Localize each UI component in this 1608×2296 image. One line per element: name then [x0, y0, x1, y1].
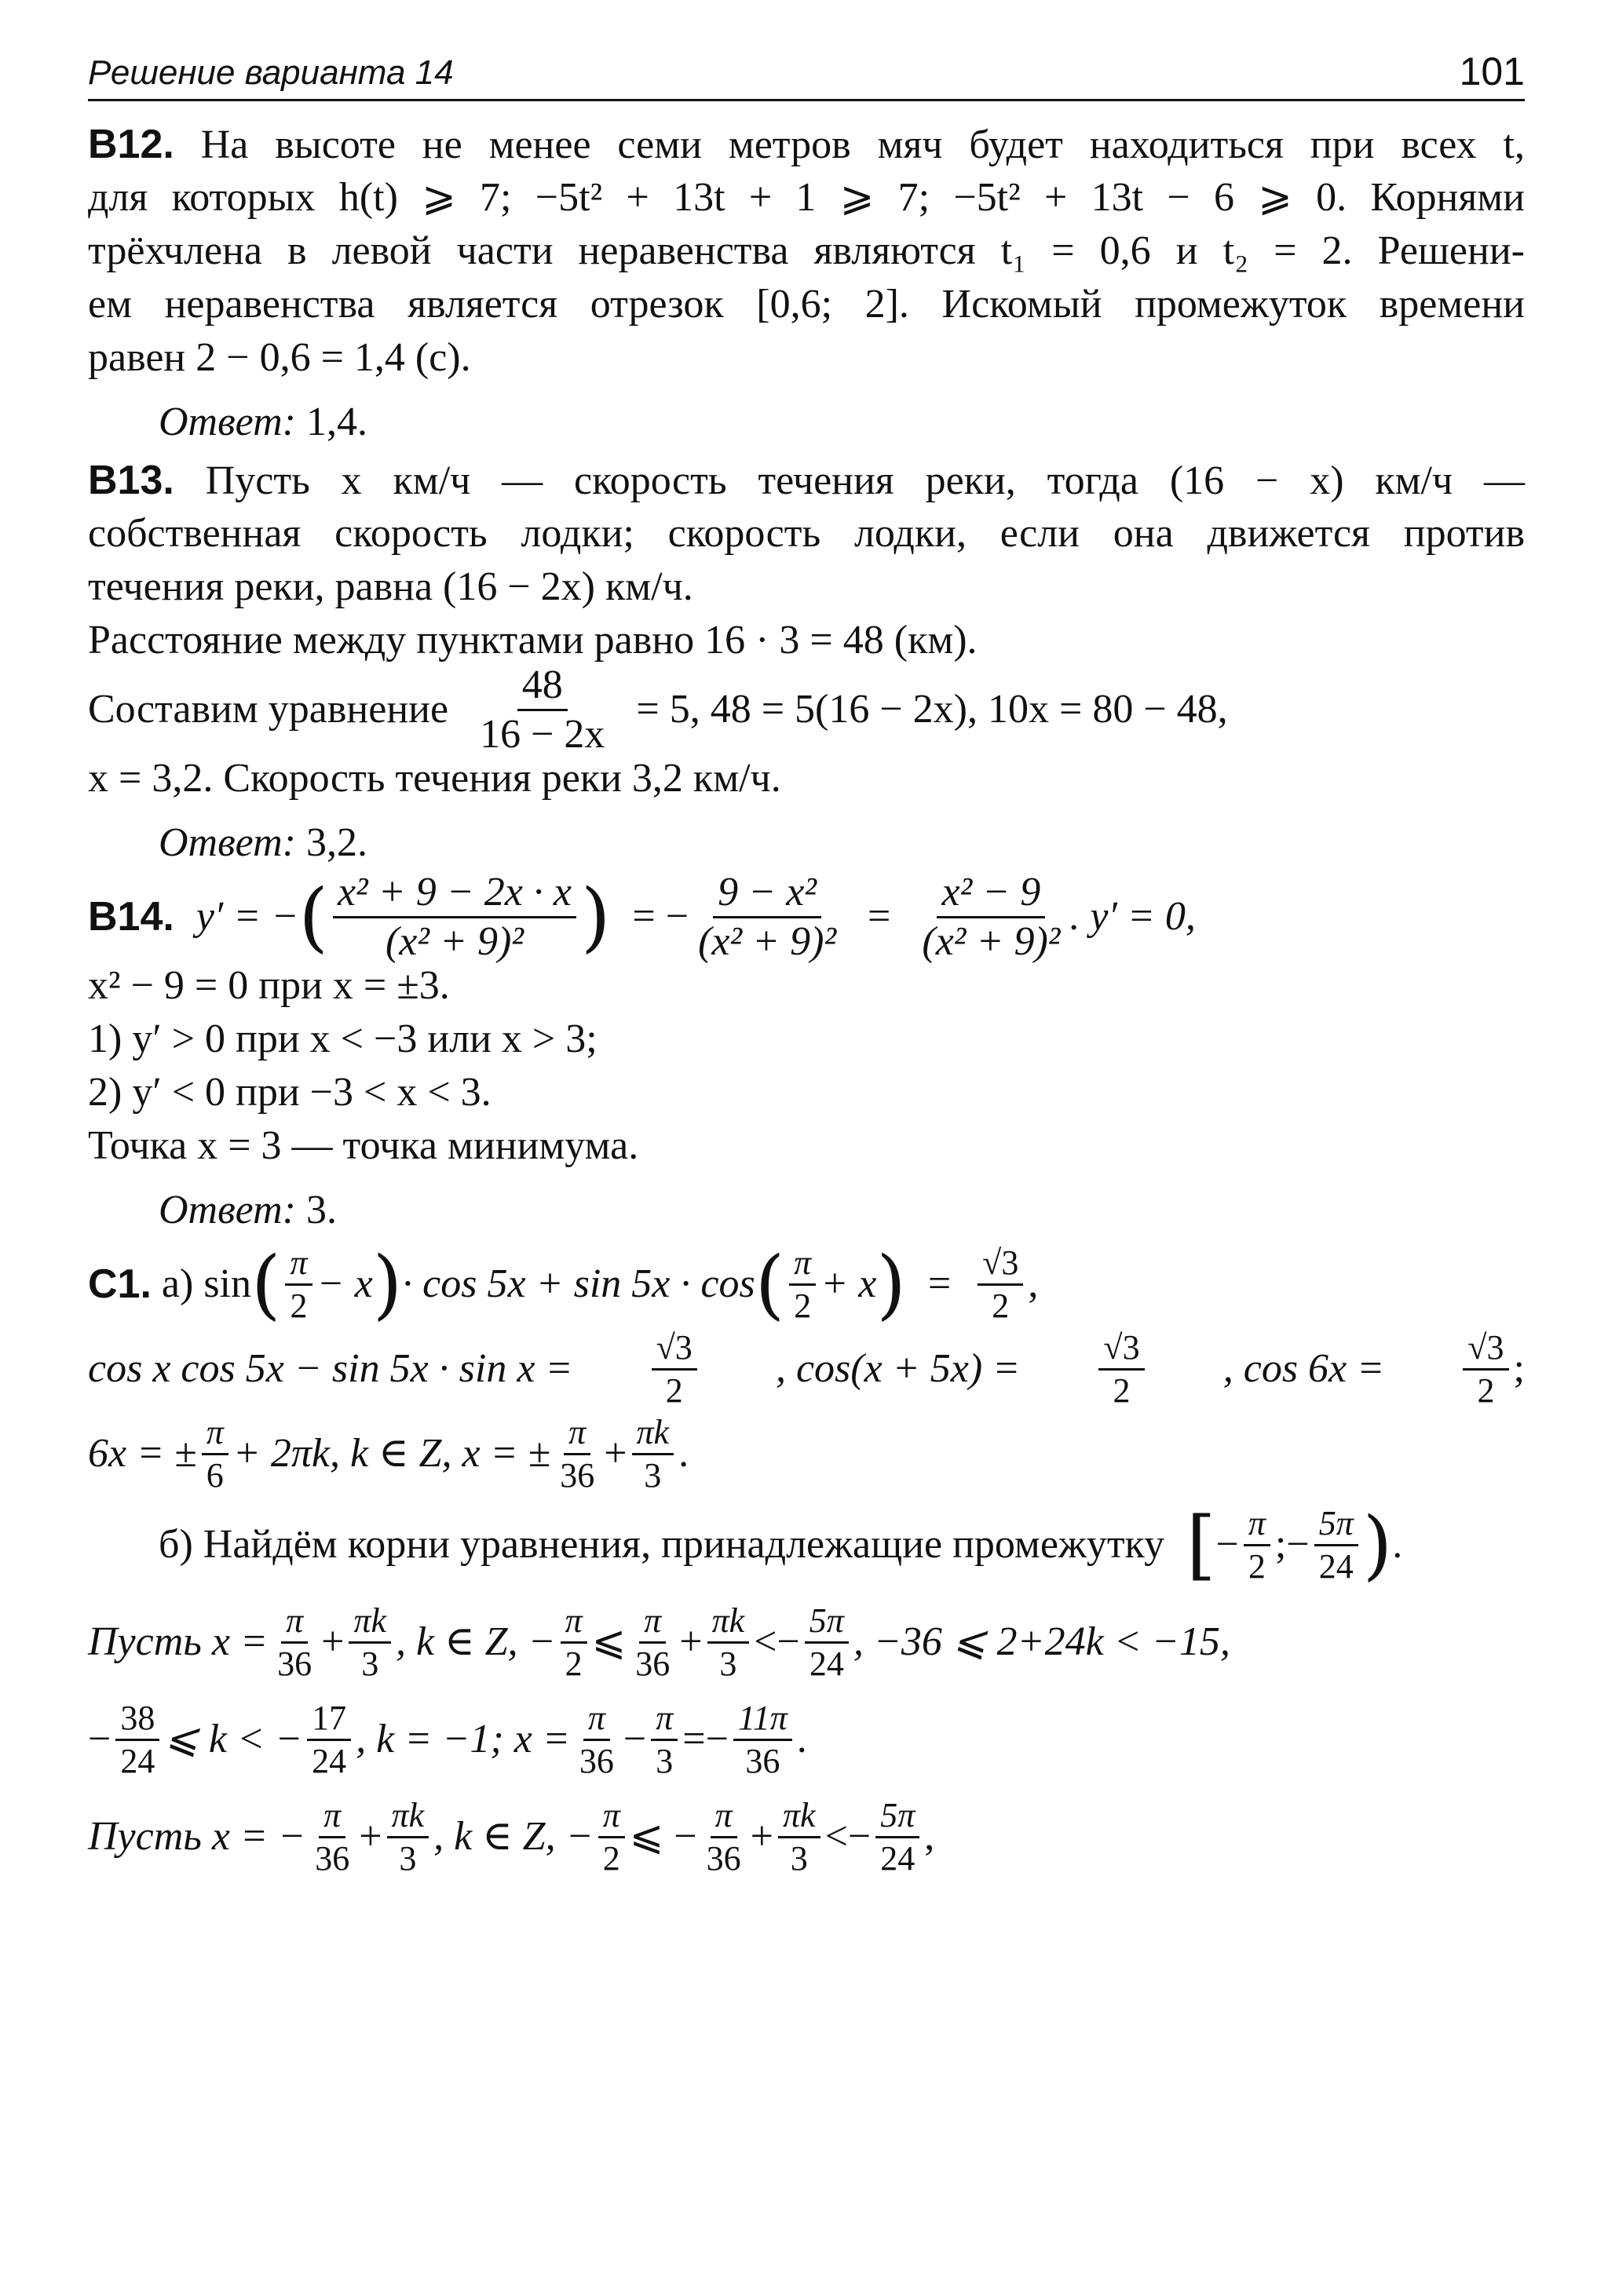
c1-lt: < — [824, 1814, 848, 1859]
c1-pi-over-6 — [202, 1412, 228, 1495]
frac-den: 2 — [290, 1286, 308, 1325]
b13-eq-prefix: Составим уравнение — [88, 687, 449, 732]
frac-den: 6 — [206, 1455, 224, 1495]
c1-minus: − — [1286, 1522, 1310, 1567]
c1-f-pi36c — [575, 1698, 619, 1780]
b13-line-2: собственная скорость лодки; скорость лодки, если она движется против — [88, 511, 1525, 556]
b12-line-4: ем неравенства является отрезок [0,6; 2]. Искомый промежуток времени — [88, 282, 1525, 327]
c1-interval-left — [1244, 1503, 1270, 1586]
b13-equation-line — [88, 662, 1525, 757]
frac-num: π — [561, 1604, 587, 1644]
b13-fraction — [475, 662, 609, 757]
frac-den: 24 — [880, 1838, 915, 1878]
c1-f-38-24 — [115, 1698, 159, 1780]
c1-minus: − — [623, 1717, 647, 1761]
c1-period: . — [1392, 1522, 1403, 1567]
b12-label: B12. — [88, 122, 174, 167]
frac-num: π — [639, 1604, 666, 1644]
c1-plus: + — [750, 1814, 773, 1859]
problem-c1 — [88, 1242, 1525, 1885]
frac-num: 17 — [307, 1701, 351, 1741]
frac-num: π — [789, 1246, 816, 1286]
frac-den: 2 — [1477, 1371, 1495, 1410]
c1-l2-b: , cos(x + 5x) = — [775, 1346, 1021, 1391]
b12-line-1 — [88, 118, 1525, 171]
c1-pi-over-2b — [789, 1243, 816, 1325]
c1-g-pik3 — [387, 1795, 429, 1878]
c1-minus: − — [88, 1717, 111, 1761]
c1-l2-c: , cos 6x = — [1222, 1346, 1385, 1391]
c1-l6-b: ⩽ k < − — [164, 1717, 303, 1761]
c1-plus: + — [679, 1619, 703, 1664]
frac-num: √3 — [1463, 1331, 1508, 1371]
c1-line-6 — [88, 1691, 1525, 1788]
frac-den: 3 — [656, 1741, 674, 1780]
c1-line-5 — [88, 1593, 1525, 1691]
frac-num: π — [564, 1415, 590, 1455]
c1-f-5pi24 — [805, 1601, 849, 1683]
frac-num: 9 − x² — [713, 872, 821, 918]
b12-answer — [88, 396, 1525, 454]
c1-g-pik3b — [778, 1795, 820, 1878]
frac-num: π — [651, 1701, 678, 1741]
frac-num: π — [319, 1798, 345, 1838]
frac-num: √3 — [978, 1246, 1023, 1286]
c1-pi-over-2 — [285, 1243, 312, 1325]
frac-den: 24 — [312, 1741, 347, 1780]
running-title: Решение варианта 14 — [88, 53, 454, 92]
frac-den: 2 — [565, 1644, 583, 1683]
frac-den: 2 — [665, 1371, 683, 1410]
frac-den: 24 — [809, 1644, 844, 1683]
frac-den: 2 — [794, 1286, 812, 1325]
problem-b12 — [88, 118, 1525, 454]
b14-eq-2: = − — [632, 894, 689, 939]
b14-lhs: y′ = − — [196, 894, 299, 939]
frac-num: π — [281, 1604, 308, 1644]
frac-den: 24 — [120, 1741, 155, 1780]
c1-comma: , — [1028, 1261, 1039, 1306]
c1-g-5pi24 — [875, 1795, 919, 1878]
c1-line-3 — [88, 1411, 1525, 1496]
c1-l2-a: cos x cos 5x − sin 5x · sin x = — [88, 1346, 573, 1391]
c1-g-pi36b — [702, 1795, 746, 1878]
b14-line-3: 1) y′ > 0 при x < −3 или x > 3; — [88, 1017, 598, 1061]
frac-num: πk — [632, 1415, 674, 1455]
b14-fraction-3 — [917, 869, 1065, 964]
c1-semicolon: ; — [1513, 1346, 1525, 1391]
problem-b14 — [88, 869, 1525, 1242]
b14-eq-3: = — [868, 894, 891, 939]
b13-eq-rest: = 5, 48 = 5(16 − 2x), 10x = 80 − 48, — [636, 687, 1228, 732]
c1-sqrt3-over-2 — [978, 1243, 1023, 1325]
c1-l3-a: 6x = ± — [88, 1431, 197, 1476]
c1-minus: − — [777, 1619, 800, 1664]
b14-line-5: Точка x = 3 — точка минимума. — [88, 1123, 639, 1168]
c1-line-7 — [88, 1788, 1525, 1885]
c1-f-pik3b — [707, 1601, 750, 1683]
c1-mid: · cos 5x + sin 5x · cos — [402, 1261, 755, 1306]
b13-line-4: Расстояние между пунктами равно 16 · 3 = 48 (км). — [88, 618, 978, 663]
c1-part-b-text: б) Найдём корни уравнения, принадлежащие промежутку — [159, 1522, 1165, 1567]
frac-den: 36 — [706, 1838, 741, 1878]
c1-semi: ; — [1274, 1522, 1287, 1567]
c1-l5-b: , k ∈ Z, − — [396, 1619, 556, 1664]
frac-den: 36 — [745, 1741, 780, 1780]
page-content — [88, 118, 1525, 1885]
c1-f-pi3 — [651, 1698, 678, 1780]
b13-answer — [88, 816, 1525, 874]
c1-l7-c: ⩽ − — [629, 1814, 697, 1859]
frac-den: 3 — [361, 1644, 379, 1683]
b14-fraction-1 — [333, 869, 576, 964]
c1-label: C1. — [88, 1261, 152, 1307]
c1-minus: − — [705, 1717, 729, 1761]
frac-den: 2 — [602, 1838, 620, 1878]
frac-num: πk — [387, 1798, 429, 1838]
c1-frac-c — [1463, 1327, 1508, 1410]
frac-num: π — [202, 1415, 228, 1455]
frac-num: x² + 9 − 2x · x — [333, 872, 576, 918]
c1-l5-c: , −36 ⩽ 2+24k < −15, — [853, 1619, 1230, 1664]
c1-l7-a: Пусть x = − — [88, 1814, 306, 1859]
c1-plus: + — [321, 1619, 345, 1664]
b13-label: B13. — [88, 458, 174, 503]
frac-num: 5π — [1314, 1506, 1358, 1546]
c1-f-pi2 — [561, 1601, 587, 1683]
frac-num: 11π — [733, 1701, 792, 1741]
b14-tail: . y′ = 0, — [1069, 894, 1196, 939]
frac-num: π — [285, 1246, 312, 1286]
c1-period: . — [678, 1431, 689, 1476]
c1-pik-over-3 — [632, 1412, 674, 1495]
frac-num: √3 — [1098, 1331, 1144, 1371]
c1-line-4: б) Найдём корни уравнения, принадлежащие промежутку [ − $\frac{\pi}{2}$ ; − $\frac{5\pi}{24}$ ) . — [159, 1501, 1403, 1589]
frac-num: 48 — [517, 665, 568, 711]
b12-line-2: для которых h(t) ⩾ 7; −5t² + 13t + 1 ⩾ 7; −5t² + 13t − 6 ⩾ 0. Корнями — [88, 175, 1525, 220]
frac-num: πk — [349, 1604, 391, 1644]
frac-den: 2 — [1248, 1546, 1266, 1586]
frac-den: 36 — [277, 1644, 312, 1683]
c1-sin: а) sin — [161, 1261, 252, 1306]
frac-num: πk — [707, 1604, 750, 1644]
c1-minus-x: − x — [316, 1261, 373, 1306]
frac-den: 3 — [790, 1838, 808, 1878]
c1-frac-b — [1098, 1327, 1144, 1410]
frac-den: 36 — [635, 1644, 671, 1683]
c1-frac-a — [652, 1327, 697, 1410]
frac-num: π — [711, 1798, 737, 1838]
c1-plus: + — [359, 1814, 382, 1859]
frac-num: π — [1244, 1506, 1270, 1546]
frac-den: 3 — [399, 1838, 417, 1878]
b14-line-2: x² − 9 = 0 при x = ±3. — [88, 963, 450, 1008]
c1-line-2 — [88, 1327, 1525, 1411]
b12-line-5: равен 2 − 0,6 = 1,4 (с). — [88, 335, 471, 380]
c1-l6-d: = — [682, 1717, 706, 1761]
c1-l5-a: Пусть x = — [88, 1619, 269, 1664]
frac-den: 36 — [315, 1838, 350, 1878]
b13-answer-value: 3,2. — [305, 820, 367, 865]
b14-label: B14. — [88, 894, 174, 940]
c1-l3-b: + 2πk, k ∈ Z, x = ± — [232, 1431, 551, 1476]
frac-num: 5π — [805, 1604, 849, 1644]
c1-f-pik3 — [349, 1601, 391, 1683]
frac-den: 16 − 2x — [480, 711, 605, 757]
c1-f-pi36 — [272, 1601, 316, 1683]
frac-num: π — [598, 1798, 625, 1838]
frac-den: 36 — [579, 1741, 614, 1780]
b12-line-3: трёхчлена в левой части неравенства являются t₁ = 0,6 и t₂ = 2. Решени- — [88, 228, 1525, 273]
frac-num: √3 — [652, 1331, 697, 1371]
c1-interval-right — [1314, 1503, 1358, 1586]
b12-answer-value: 1,4. — [305, 400, 367, 444]
c1-period: . — [796, 1717, 807, 1761]
c1-minus: − — [847, 1814, 872, 1859]
c1-g-pi2 — [598, 1795, 625, 1878]
c1-lt: < — [754, 1619, 777, 1664]
c1-pi-over-36 — [555, 1412, 599, 1495]
c1-plus-x: + x — [820, 1261, 877, 1306]
b14-derivative-line: B14. y′ = − ( $\frac{\text{x² + 9 − 2x · x}}{\text{(x² + 9)²}}$ ) = − $\frac{\text{9 − x²}}{\text{(x² + 9)²}}$ = $\frac{\text{x² − 9}}{\text{(x² + 9)²}}$ . y′ = 0, — [88, 869, 1196, 964]
c1-le: ⩽ — [591, 1619, 627, 1664]
frac-num: 38 — [115, 1701, 159, 1741]
answer-label: Ответ: — [159, 400, 296, 444]
c1-f-pi36b — [630, 1601, 674, 1683]
b14-line-4: 2) y′ < 0 при −3 < x < 3. — [88, 1070, 492, 1115]
frac-num: x² − 9 — [937, 872, 1045, 918]
problem-b13 — [88, 454, 1525, 874]
frac-den: (x² + 9)² — [698, 918, 837, 964]
b13-text-1: Пусть x км/ч — скорость течения реки, тогда (16 − x) км/ч — — [205, 458, 1526, 503]
frac-den: (x² + 9)² — [922, 918, 1061, 964]
c1-g-pi36 — [310, 1795, 354, 1878]
c1-l7-b: , k ∈ Z, − — [433, 1814, 594, 1859]
page-number: 101 — [1459, 49, 1525, 93]
frac-num: πk — [778, 1798, 820, 1838]
frac-den: (x² + 9)² — [385, 918, 524, 964]
answer-label: Ответ: — [159, 820, 296, 865]
c1-comma: , — [924, 1814, 935, 1859]
answer-label: Ответ: — [159, 1188, 296, 1232]
c1-minus: − — [1215, 1522, 1239, 1567]
b13-line-1 — [88, 454, 1525, 507]
page-header — [88, 44, 1525, 101]
b13-line-6: x = 3,2. Скорость течения реки 3,2 км/ч. — [88, 756, 781, 801]
frac-den: 36 — [560, 1455, 595, 1495]
c1-line-1: C1. а) sin ( $\frac{\pi}{2}$ − x ) · cos 5x + sin 5x · cos ( $\frac{\pi}{2}$ + x ) = $\frac{√3}{2}$ , — [88, 1240, 1039, 1328]
b14-fraction-2 — [693, 869, 841, 964]
frac-num: 5π — [875, 1798, 919, 1838]
c1-eq: = — [927, 1261, 952, 1306]
frac-den: 2 — [1113, 1371, 1131, 1410]
frac-den: 3 — [719, 1644, 737, 1683]
b12-text-1: На высоте не менее семи метров мяч будет находиться при всех t, — [200, 122, 1526, 167]
frac-den: 3 — [644, 1455, 662, 1495]
frac-den: 2 — [992, 1286, 1010, 1325]
b14-answer-value: 3. — [305, 1188, 337, 1232]
b13-line-3: течения реки, равна (16 − 2x) км/ч. — [88, 564, 693, 609]
frac-den: 24 — [1318, 1546, 1354, 1586]
frac-num: π — [583, 1701, 610, 1741]
c1-l6-c: , k = −1; x = — [356, 1717, 570, 1761]
c1-f-17-24 — [307, 1698, 351, 1780]
c1-f-11pi36 — [733, 1698, 792, 1780]
b14-answer — [88, 1184, 1525, 1242]
c1-plus: + — [604, 1431, 627, 1476]
